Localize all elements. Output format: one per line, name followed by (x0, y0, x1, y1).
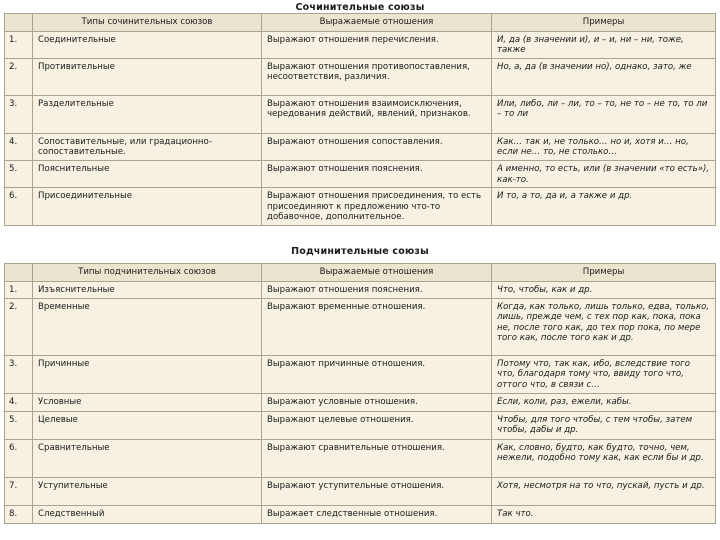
conjunction-type: Разделительные (33, 95, 262, 133)
examples: Как, словно, будто, как будто, точно, чем, нежели, подобно тому как, как если бы и др. (492, 439, 716, 477)
conjunction-type: Уступительные (33, 477, 262, 505)
examples: Когда, как только, лишь только, едва, только, лишь, прежде чем, с тех пор как, пока, пока не, после того как, до тех пор пока, по мере того как, после того как и др. (492, 298, 716, 355)
conjunction-type: Целевые (33, 411, 262, 439)
conjunction-type: Временные (33, 298, 262, 355)
conjunction-type: Соединительные (33, 31, 262, 58)
row-number: 7. (5, 477, 33, 505)
conjunction-type: Сопоставительные, или градационно-сопоставительные. (33, 133, 262, 160)
relation: Выражают отношения противопоставления, несоответствия, различия. (262, 58, 492, 95)
column-header-number (5, 14, 33, 32)
relation: Выражает следственные отношения. (262, 505, 492, 523)
column-header-examples: Примеры (492, 264, 716, 282)
table-row (5, 188, 716, 226)
examples: Потому что, так как, ибо, вследствие того что, благодаря тому что, ввиду того что, оттого что, в связи с… (492, 355, 716, 393)
examples: Что, чтобы, как и др. (492, 281, 716, 298)
relation: Выражают отношения пояснения. (262, 281, 492, 298)
table-row (5, 393, 716, 411)
examples: Хотя, несмотря на то что, пускай, пусть и др. (492, 477, 716, 505)
examples: Или, либо, ли – ли, то – то, не то – не то, то ли – то ли (492, 95, 716, 133)
conjunction-type: Присоединительные (33, 188, 262, 226)
row-number: 4. (5, 133, 33, 160)
table-row (5, 58, 716, 95)
examples: Но, а, да (в значении но), однако, зато, же (492, 58, 716, 95)
relation: Выражают сравнительные отношения. (262, 439, 492, 477)
examples: А именно, то есть, или (в значении «то есть»), как-то. (492, 160, 716, 187)
column-header-type: Типы сочинительных союзов (33, 14, 262, 32)
relation: Выражают отношения присоединения, то есть присоединяют к предложению что-то добавочное, дополнительное. (262, 188, 492, 226)
conjunction-type: Противительные (33, 58, 262, 95)
conjunction-type: Условные (33, 393, 262, 411)
relation: Выражают отношения пояснения. (262, 160, 492, 187)
row-number: 6. (5, 188, 33, 226)
examples: И, да (в значении и), и – и, ни – ни, тоже, также (492, 31, 716, 58)
row-number: 4. (5, 393, 33, 411)
row-number: 2. (5, 58, 33, 95)
examples: Если, коли, раз, ежели, кабы. (492, 393, 716, 411)
column-header-type: Типы подчинительных союзов (33, 264, 262, 282)
relation: Выражают условные отношения. (262, 393, 492, 411)
table-row (5, 477, 716, 505)
row-number: 5. (5, 160, 33, 187)
conjunction-type: Изъяснительные (33, 281, 262, 298)
relation: Выражают причинные отношения. (262, 355, 492, 393)
relation: Выражают отношения взаимоисключения, чередования действий, явлений, признаков. (262, 95, 492, 133)
table-row (5, 439, 716, 477)
subordinating-conjunctions-table (4, 263, 716, 524)
table-row (5, 355, 716, 393)
conjunction-type: Причинные (33, 355, 262, 393)
table-row (5, 505, 716, 523)
examples: Чтобы, для того чтобы, с тем чтобы, затем чтобы, дабы и др. (492, 411, 716, 439)
table-row (5, 411, 716, 439)
examples: Как… так и, не только… но и, хотя и… но, если не… то, не столько… (492, 133, 716, 160)
conjunction-type: Сравнительные (33, 439, 262, 477)
row-number: 2. (5, 298, 33, 355)
examples: Так что. (492, 505, 716, 523)
coordinating-conjunctions-title: Сочинительные союзы (295, 2, 425, 13)
table-header-row (5, 264, 716, 282)
column-header-relation: Выражаемые отношения (262, 264, 492, 282)
relation: Выражают временные отношения. (262, 298, 492, 355)
coordinating-conjunctions-table (4, 13, 716, 226)
row-number: 6. (5, 439, 33, 477)
column-header-number (5, 264, 33, 282)
row-number: 3. (5, 355, 33, 393)
table-row (5, 160, 716, 187)
row-number: 1. (5, 281, 33, 298)
row-number: 1. (5, 31, 33, 58)
relation: Выражают отношения перечисления. (262, 31, 492, 58)
relation: Выражают целевые отношения. (262, 411, 492, 439)
conjunction-type: Следственный (33, 505, 262, 523)
subordinating-conjunctions-title: Подчинительные союзы (291, 246, 429, 257)
column-header-relation: Выражаемые отношения (262, 14, 492, 32)
conjunction-type: Пояснительные (33, 160, 262, 187)
row-number: 3. (5, 95, 33, 133)
row-number: 5. (5, 411, 33, 439)
table-row (5, 298, 716, 355)
column-header-examples: Примеры (492, 14, 716, 32)
table-row (5, 31, 716, 58)
table-row (5, 133, 716, 160)
table-row (5, 281, 716, 298)
relation: Выражают отношения сопоставления. (262, 133, 492, 160)
table-row (5, 95, 716, 133)
examples: И то, а то, да и, а также и др. (492, 188, 716, 226)
relation: Выражают уступительные отношения. (262, 477, 492, 505)
row-number: 8. (5, 505, 33, 523)
table-header-row (5, 14, 716, 32)
